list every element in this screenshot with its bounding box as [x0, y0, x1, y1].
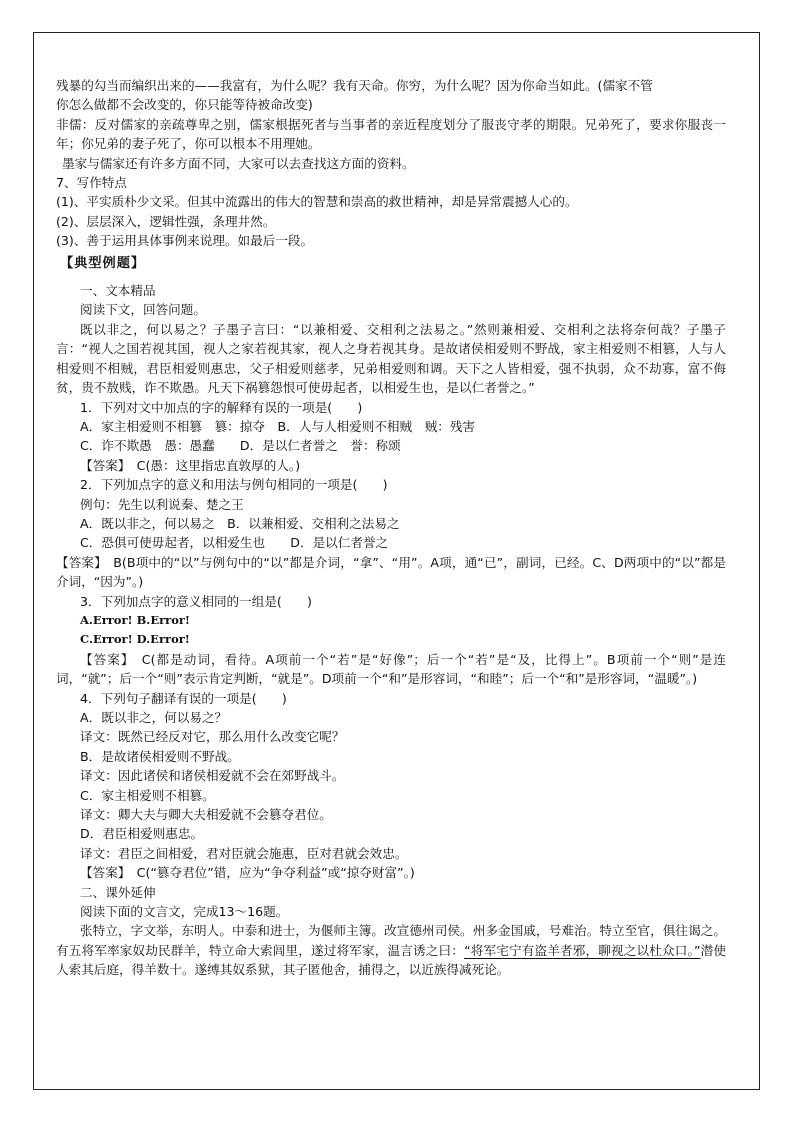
q1-answer: 【答案】 C(愚：这里指忠直敦厚的人。)	[80, 457, 301, 473]
q4-option-d: D．君臣相爱则惠忠。	[80, 826, 204, 842]
part2-passage-a: 张特立，字文举，东明人。中泰和进士，为偃师主簿。改宣德州司侯。州多金国戚，号难治。特立至官，俱往谒之。有五将军率家奴劫民群羊，特立命大索闾里，遂过将军家，温言诱之曰：	[56, 923, 726, 958]
mojia-paragraph: 墨家与儒家还有许多方面不同，大家可以去查找这方面的资料。	[62, 155, 415, 171]
q4-answer: 【答案】 C(“篡夺君位”错，应为“争夺利益”或“掠夺财富”。)	[80, 865, 415, 881]
q4-option-b: B．是故诸侯相爱则不野战。	[80, 748, 240, 764]
q4-option-a: A．既以非之，何以易之？	[80, 710, 228, 725]
part1-title: 一、文本精品	[80, 283, 156, 299]
q4-translation-a: 译文：既然已经反对它，那么用什么改变它呢？	[80, 729, 345, 745]
q1-options-cd: C．诈不欺愚 愚：愚蠢 D．是以仁者誉之 誉：称颂	[80, 438, 401, 454]
part2-passage-underlined: “将军宅宁有盗羊者邪，聊视之以杜众口。”	[464, 942, 701, 958]
q1-stem: 1．下列对文中加点的字的解释有误的一项是( )	[80, 399, 363, 415]
q4-translation-c: 译文：卿大夫与卿大夫相爱就不会篡夺君位。	[80, 807, 332, 823]
q4-option-c: C．家主相爱则不相篡。	[80, 787, 215, 803]
part1-instruction: 阅读下文，回答问题。	[80, 302, 206, 318]
q2-options-cd: C．恐俱可使毋起者，以相爱生也 D．是以仁者誉之	[80, 535, 389, 551]
part2-title: 二、课外延伸	[80, 884, 156, 900]
q2-stem: 2．下列加点字的意义和用法与例句相同的一项是( )	[80, 477, 388, 493]
q2-options-ab: A．既以非之，何以易之 B．以兼相爱、交相利之法易之	[80, 515, 400, 531]
heading-writing-features: 7、写作特点	[56, 175, 127, 191]
feature-1: (1)、平实质朴少文采。但其中流露出的伟大的智慧和崇高的救世精神，却是异常震撼人心的。	[56, 194, 578, 210]
document-body	[56, 76, 726, 980]
q3-options-ab: A.Error! B.Error!	[80, 612, 190, 627]
q2-answer: 【答案】 B(B项中的“以”与例句中的“以”都是介词，“拿”、“用”。A项，通“已”，副词，已经。C、D两项中的“以”都是介词，“因为”。)	[56, 554, 726, 590]
q3-stem: 3．下列加点字的意义相同的一组是( )	[80, 593, 312, 609]
part2-instruction: 阅读下面的文言文，完成13～16题。	[80, 904, 289, 920]
feiru-paragraph: 非儒：反对儒家的亲疏尊卑之别，儒家根据死者与当事者的亲近程度划分了服丧守孝的期限。兄弟死了，要求你服丧一年；你兄弟的妻子死了，你可以根本不用理她。	[56, 116, 726, 152]
feature-3: (3)、善于运用具体事例来说理。如最后一段。	[56, 233, 314, 249]
passage-text: 既以非之，何以易之？子墨子言曰：“以兼相爱、交相利之法易之。”然则兼相爱、交相利之法将奈何哉？子墨子言：“视人之国若视其国，视人之家若视其家，视人之身若视其身。是故诸侯相爱则不野战，家主相爱则不相篡，人与人相爱则不相贼，君臣相爱则惠忠，父子相爱则慈孝，兄弟相爱则和调。天下之人皆相爱，强不执弱，众不劫寡，富不侮贫，贵不敖贱，诈不欺愚。凡天下祸篡怨恨可使毋起者，以相爱生也，是以仁者誉之。”	[56, 321, 726, 396]
q4-stem: 4．下列句子翻译有误的一项是( )	[80, 690, 287, 706]
part2-passage-b: 潜使人索其后庭，得羊数十。遂缚其奴系狱，其子匿他舍，捕得之，以近族得减死论。	[56, 942, 727, 978]
q3-answer: 【答案】 C(都是动词，看待。A项前一个“若”是“好像”；后一个“若”是“及，比得上”。B项前一个“则”是连词，“就”；后一个“则”表示肯定判断，“就是”。D项前一个“和”是形容词，“和睦”；后一个“和”是形容词，“温暖”。)	[56, 651, 726, 687]
q2-example: 例句：先生以利说秦、楚之王	[80, 496, 244, 512]
q4-translation-d: 译文：君臣之间相爱，君对臣就会施惠，臣对君就会效忠。	[80, 845, 408, 861]
q3-options-cd: C.Error! D.Error!	[80, 632, 190, 647]
intro-line-2: 你怎么做都不会改变的，你只能等待被命改变)	[56, 97, 313, 113]
feature-2: (2)、层层深入，逻辑性强，条理井然。	[56, 213, 276, 229]
part2-passage	[56, 921, 726, 979]
q1-options-ab: A．家主相爱则不相篡 篡：掠夺 B．人与人相爱则不相贼 贼：残害	[80, 418, 476, 434]
intro-line-1: 残暴的勾当而编织出来的——我富有，为什么呢？我有天命。你穷，为什么呢？因为你命当如此。(儒家不管	[56, 78, 653, 93]
section-title: 【典型例题】	[60, 255, 146, 271]
q4-translation-b: 译文：因此诸侯和诸侯相爱就不会在郊野战斗。	[80, 768, 345, 784]
